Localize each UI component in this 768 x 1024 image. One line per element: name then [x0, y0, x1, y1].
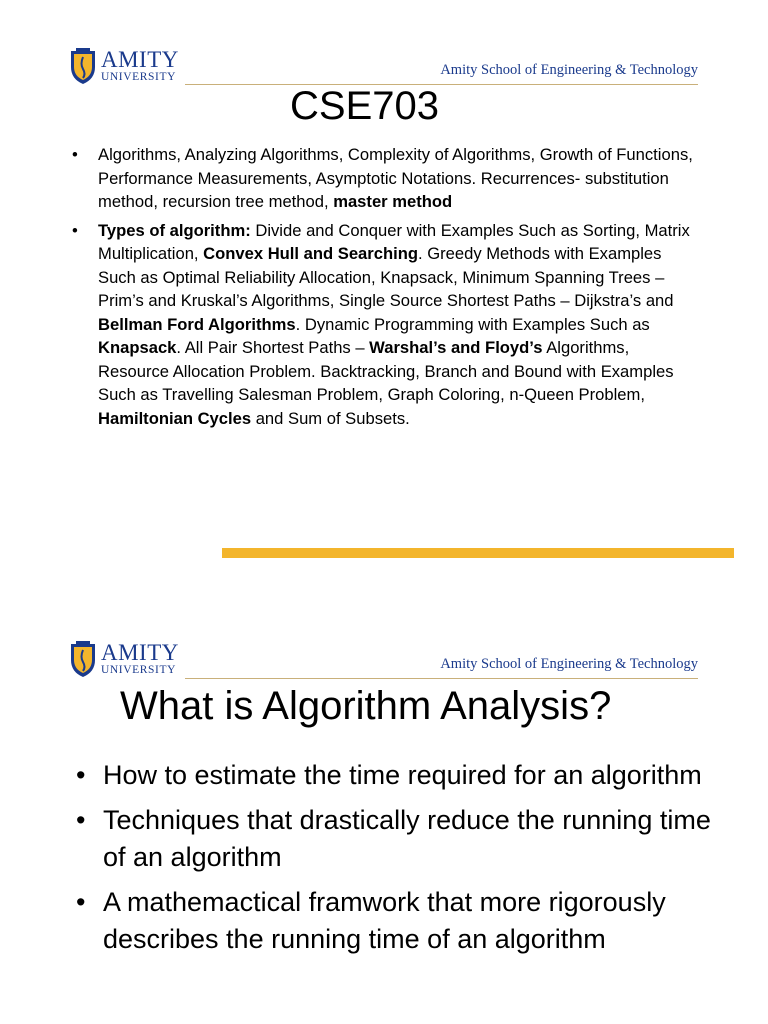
school-name: Amity School of Engineering & Technology	[440, 62, 698, 78]
list-item: • How to estimate the time required for an algorithm	[76, 757, 716, 794]
amity-logo	[68, 47, 179, 85]
header-rule	[185, 84, 698, 85]
brand-sub: UNIVERSITY	[101, 71, 176, 84]
brand-name: AMITY	[101, 640, 179, 666]
analysis-list	[76, 757, 716, 966]
header-rule	[185, 678, 698, 679]
brand-name: AMITY	[101, 47, 179, 73]
slide-title: What is Algorithm Analysis?	[120, 684, 612, 728]
list-item: • Techniques that drastically reduce the running time of an algorithm	[76, 802, 716, 876]
list-item: • A mathemactical framwork that more rigorously describes the running time of an algorithm	[76, 884, 716, 958]
amity-crest-icon	[68, 47, 98, 85]
syllabus-list	[68, 143, 698, 435]
syllabus-item: • Types of algorithm: Divide and Conquer with Examples Such as Sorting, Matrix Multiplication, Convex Hull and Searching. Greedy Methods with Examples Such as Optimal Reliability Allocation, Knapsack, Minimum Spanning Trees – Prim’s and Kruskal’s Algorithms, Single Source Shortest Paths – Dijkstra’s and Bellman Ford Algorithms. Dynamic Programming with Examples Such as Knapsack. All Pair Shortest Paths – Warshal’s and Floyd’s Algorithms, Resource Allocation Problem. Backtracking, Branch and Bound with Examples Such as Travelling Salesman Problem, Graph Coloring, n-Queen Problem, Hamiltonian Cycles and Sum of Subsets.	[68, 219, 698, 431]
accent-bar	[222, 548, 734, 558]
slide-algorithm-analysis	[0, 600, 768, 1024]
syllabus-item: • Algorithms, Analyzing Algorithms, Complexity of Algorithms, Growth of Functions, Performance Measurements, Asymptotic Notations. Recurrences- substitution method, recursion tree method, master method	[68, 143, 698, 214]
brand-sub: UNIVERSITY	[101, 664, 176, 677]
slide-title: CSE703	[290, 84, 439, 128]
school-name: Amity School of Engineering & Technology	[440, 656, 698, 672]
amity-crest-icon	[68, 640, 98, 678]
amity-logo	[68, 640, 179, 678]
